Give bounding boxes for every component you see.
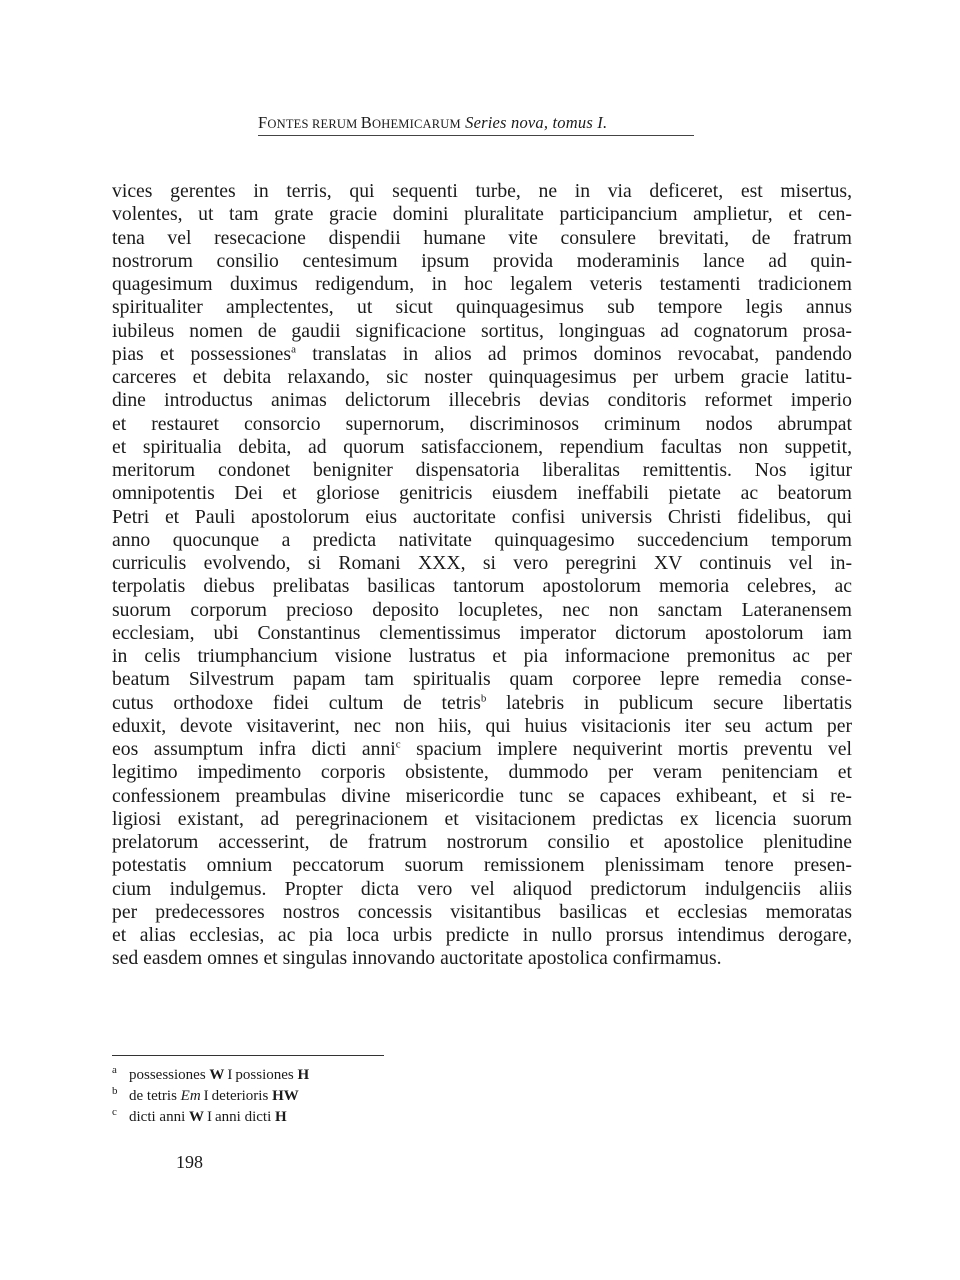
running-head (258, 112, 694, 136)
footnote-lemma: dicti anni (129, 1109, 186, 1125)
body-text (112, 180, 852, 971)
text-line: ligiosi existant, ad peregrinacionem et visitacionem predictas ex licencia suorum (112, 807, 852, 830)
footnote-separator: I (207, 1109, 212, 1125)
footnote-lemma: de tetris (129, 1088, 177, 1104)
text-line: volentes, ut tam grate gracie domini pluralitate participancium amplietur, et cen- (112, 203, 852, 226)
footnote-source: W (189, 1109, 204, 1125)
text-line: potestatis omnium peccatorum suorum remissionem plenissimam tenore presen- (112, 854, 852, 877)
text-line: anno quocunque a predicta nativitate quinquagesimo succedencium temporum (112, 528, 852, 551)
text-line: legitimo impedimento corporis obsistente, dummodo per veram penitenciam et (112, 761, 852, 784)
footnote-source: H (297, 1067, 310, 1083)
footnote-variant: anni dicti (215, 1109, 272, 1125)
text-line: terpolatis diebus prelibatas basilicas tantorum apostolorum memoria celebres, ac (112, 575, 852, 598)
text-line: cutus orthodoxe fidei cultum de tetris$^b$ latebris in publicum secure libertatis (112, 691, 853, 714)
text-line: sed easdem omnes et singulas innovando auctoritate apostolica confirmamus. (112, 947, 722, 970)
text-line: vices gerentes in terris, qui sequenti turbe, ne in via deficeret, est misertus, (112, 180, 852, 202)
text-line: iubileus nomen de gaudii significacione sortitus, longinguas ad cognatorum prosa- (112, 319, 852, 342)
text-line: beatum Silvestrum papam tam spiritualis quam corporee lepre remedia conse- (112, 668, 852, 691)
text-line: et restauret consorcio supernorum, discriminosos criminum nodos abrumpat (112, 412, 852, 435)
text-line: et spiritualia debita, ad quorum satisfaccionem, rependium facultas non suppetit, (112, 435, 852, 458)
footnote-rule (112, 1055, 384, 1056)
footnote-source: H (275, 1109, 287, 1125)
text-line: in celis triumphancium visione lustratus et pia informacione premonitus ac per (112, 645, 852, 667)
footnote-source: Em (180, 1088, 201, 1104)
text-line: tena vel resecacione dispendii humane vite consulere brevitati, de fratrum (112, 226, 852, 249)
footnote-source: HW (272, 1088, 299, 1104)
text-line: nostrorum consilio centesimum ipsum provida moderaminis lance ad quin- (112, 249, 852, 272)
text-line: omnipotentis Dei et gloriose genitricis eiusdem ineffabili pietate ac beatorum (112, 482, 852, 505)
footnote-variant: deterioris (211, 1088, 269, 1104)
footnote-c: c dicti anni W I anni dicti H (112, 1106, 287, 1125)
text-line: et alias ecclesias, ac pia loca urbis predicte in nullo prorsus intendimus derogare, (112, 924, 852, 946)
footnote-a: a possessiones W I possiones H (112, 1064, 310, 1083)
text-line: per predecessores nostros concessis visitantibus basilicas et ecclesias memoratas (112, 900, 852, 923)
running-head-title: FONTES RERUM BOHEMICARUM (258, 113, 461, 132)
text-line: confessionem preambulas divine misericordie tunc se capaces exhibeant, et si re- (112, 784, 852, 807)
page-number: 198 (176, 1152, 203, 1172)
text-line: carceres et debita relaxando, sic noster quinquagesimus per urbem gracie latitu- (112, 366, 852, 388)
text-line: spiritualiter amplectentes, ut sicut quinquagesimus sub tempore legis annus (112, 296, 852, 319)
text-line: eos assumptum infra dicti anni$^c$ spacium implere nequiverint mortis preventu vel (112, 738, 852, 760)
footnote-b: b de tetris Em I deterioris HW (112, 1085, 299, 1104)
text-line: eduxit, devote visitaverint, nec non hiis, qui huius visitacionis iter seu actum per (112, 714, 852, 737)
text-line: curriculis evolvendo, si Romani XXX, si vero peregrini XV continuis vel in- (112, 552, 852, 574)
text-line: quagesimum duximus redigendum, in hoc legalem veteris testamenti tradicionem (112, 273, 852, 295)
footnote-mark-b: b (480, 691, 487, 704)
running-head-series: Series nova, tomus I. (465, 113, 608, 132)
footnote-variant: possiones (235, 1067, 294, 1083)
text-line: prelatorum accesserint, de fratrum nostrorum consilio et apostolice plenitudine (112, 831, 852, 853)
footnote-mark-c: c (395, 738, 401, 751)
footnote-lemma: possessiones (129, 1067, 206, 1083)
text-line: dine introductus animas delictorum illecebris devias conditoris reformet imperio (112, 389, 852, 412)
text-line: cium indulgemus. Propter dicta vero vel aliquod predictorum indulgenciis aliis (112, 877, 852, 900)
text-line: meritorum condonet benigniter dispensatoria liberalitas remittentis. Nos igitur (112, 459, 852, 481)
text-line: pias et possessiones$^a$ translatas in alios ad primos dominos revocabat, pandendo (112, 342, 853, 365)
footnote-source: W (209, 1067, 225, 1083)
text-line: suorum corporum precioso deposito locupletes, nec non sanctam Lateranensem (112, 598, 852, 621)
footnote-separator: I (203, 1088, 209, 1104)
text-line: ecclesiam, ubi Constantinus clementissimus imperator dictorum apostolorum iam (112, 621, 852, 644)
text-line: Petri et Pauli apostolorum eius auctoritate confisi universis Christi fidelibus, qui (112, 505, 852, 528)
footnote-separator: I (227, 1067, 233, 1083)
footnote-mark-a: a (291, 343, 296, 356)
footnotes (112, 1065, 512, 1128)
